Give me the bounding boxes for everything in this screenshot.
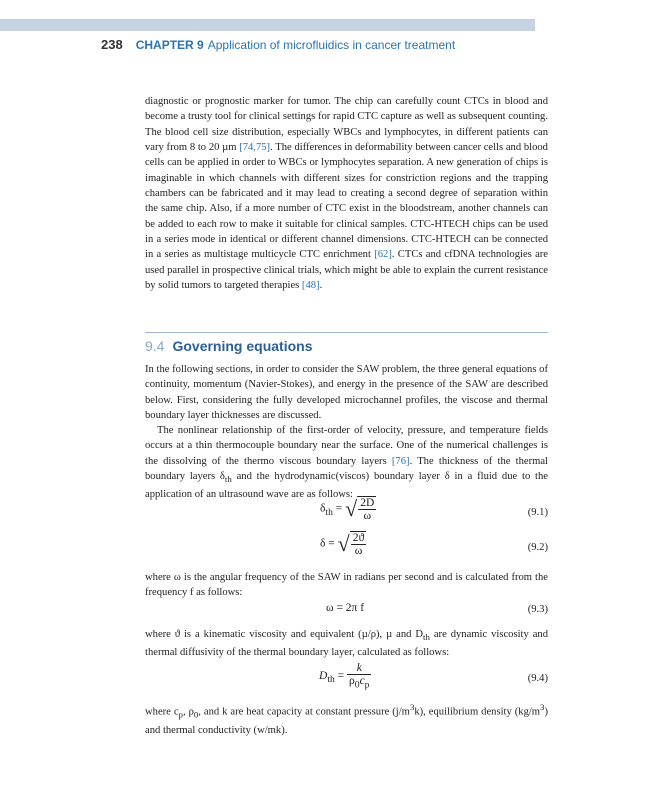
section-paragraph-2: The nonlinear relationship of the first-order of velocity, pressure, and temperature fields occurs at a thin thermocouple boundary near the surface. One of the numerical challenges is the dissolving of the thermo viscous boundary layers [76]. The thickness of the thermal boundary layers $\delta_{th}$ and the hydrodynamic(viscos) boundary layer δ in a fluid due to the application of an ultrasound wave are as follows: (145, 425, 548, 501)
equation-number: (9.3) (527, 604, 548, 615)
equation-body: ω = 2π f (326, 602, 365, 614)
running-header (101, 36, 455, 54)
paragraph-after-9-2: where ω is the angular frequency of the SAW in radians per second and is calculated from the frequency f as follows: (145, 572, 548, 599)
citation-link[interactable]: [74,75] (239, 142, 271, 154)
citation-link[interactable]: [48] (301, 280, 320, 292)
chapter-label: CHAPTER 9 (135, 38, 204, 52)
section-paragraph-1: In the following sections, in order to consider the SAW problem, the three general equations of continuity, momentum (Navier-Stokes), and energy in the presence of the SAW are described below. First, considering the fully developed microchannel profiles, the viscose and thermal boundary layer thicknesses are discussed. (145, 364, 548, 422)
equation-9-1 (145, 496, 548, 532)
section-divider (145, 332, 548, 333)
equation-9-4 (145, 662, 548, 698)
equation-number: (9.4) (527, 673, 548, 684)
intro-paragraph: diagnostic or prognostic marker for tumor. The chip can carefully count CTCs in blood and become a trusty tool for clinical settings for rapid CTC capture as well as subsequent counting. The blood cell size distribution, especially WBCs and lymphocytes, in different patients can vary from 8 to 20 µm [74,75]. The differences in deformability between cancer cells and blood cells can be applied in order to WBCs or lymphocytes separation. A new generation of chips is imaginable in which channels with different sizes for constriction regions and the trapping chambers can be fabricated and it may lead to creating a second degree of separation within the same chip. Also, if a more number of CTC exist in the bloodstream, another channels can be added to each row to make it suitable for clinical samples. CTC-HTECH chips can be used in a series mode in identical or different channel dimensions. CTC-HTECH can be connected in a series as multistage multicycle CTC enrichment [62]. CTCs and cfDNA technologies are used parallel in prospective clinical trials, which might be able to explain the current resistance by solid tumors to targeted therapies [48]. (145, 96, 549, 292)
equation-number: (9.1) (527, 507, 548, 518)
header-color-bar (0, 19, 535, 31)
section-heading (145, 338, 312, 354)
equation-body: $\delta_{th}$ = √ $\frac{2D}{\omega}$ (320, 496, 375, 522)
chapter-title: Application of microfluidics in cancer treatment (207, 38, 456, 52)
section-title: Governing equations (172, 338, 313, 354)
sqrt-sign: √ (337, 531, 350, 556)
equation-body: $D_{th}$ = $\frac{k}{\rho_0c_p}$ (319, 662, 370, 691)
paragraph-after-9-4: where $c_p$, $\rho_0$, and k are heat capacity at constant pressure $(j/m^3k)$, equilibrium density $(kg/m^3)$ and thermal conductivity (w/mk). (145, 702, 548, 736)
section-number: 9.4 (145, 338, 165, 354)
equation-9-3 (145, 602, 548, 620)
equation-9-2 (145, 531, 548, 567)
citation-link[interactable]: [76] (391, 455, 410, 467)
equation-body: δ = √ $\frac{2ϑ}{\omega}$ (320, 531, 365, 557)
citation-link[interactable]: [62] (374, 249, 392, 261)
sqrt-sign: √ (345, 496, 358, 521)
paragraph-after-9-3: where ϑ is a kinematic viscosity and equivalent (µ/ρ), µ and $D_{th}$ are dynamic viscosity and thermal diffusivity of the thermal boundary layer, calculated as follows: (145, 629, 548, 659)
equation-number: (9.2) (527, 542, 548, 553)
page-number: 238 (101, 37, 123, 52)
